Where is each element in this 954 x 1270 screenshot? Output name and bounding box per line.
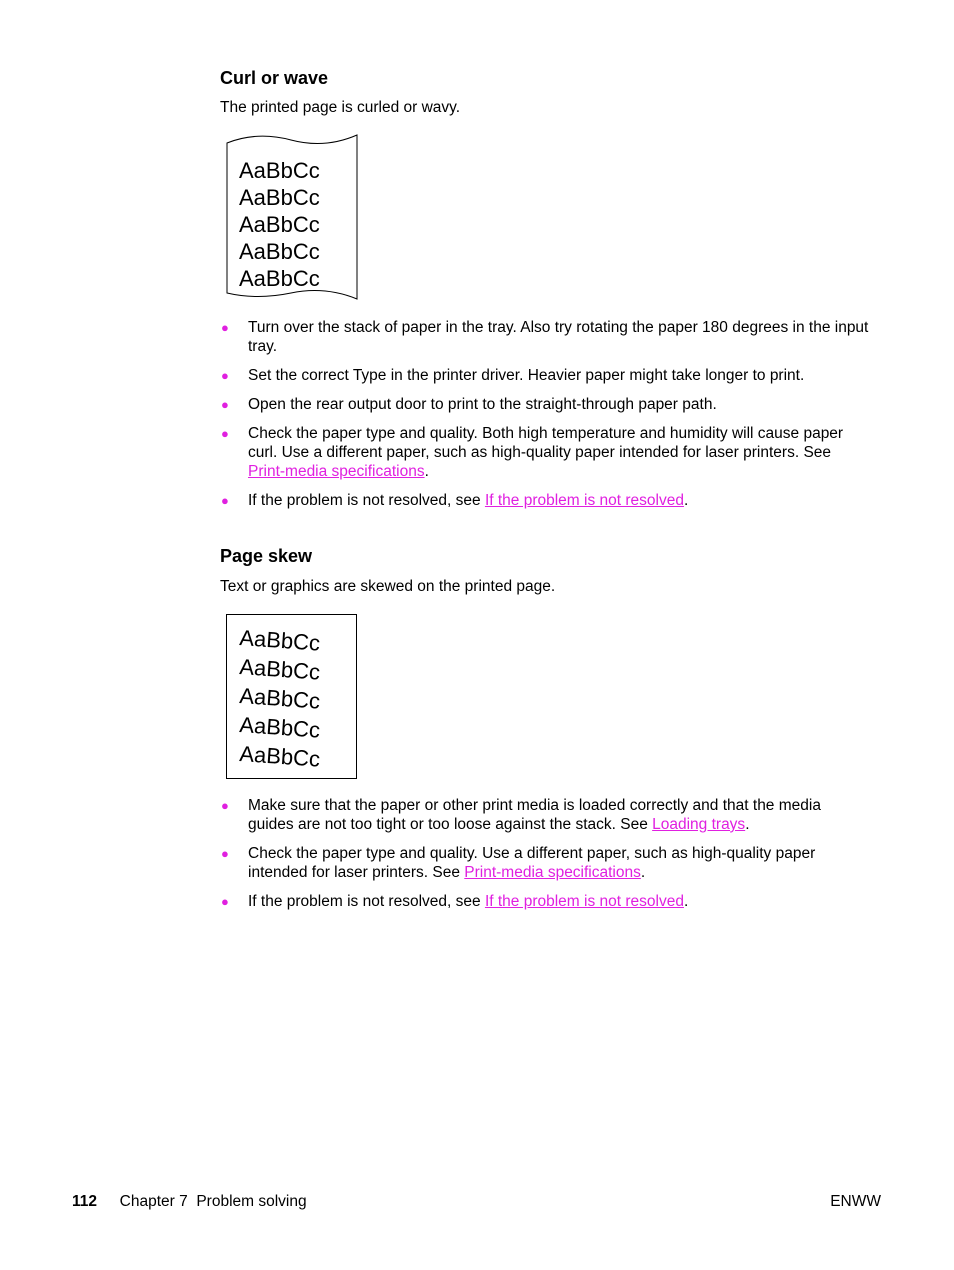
curl-description: The printed page is curled or wavy. <box>220 99 461 116</box>
problem-not-resolved-link[interactable]: If the problem is not resolved <box>484 492 684 509</box>
curl-sample-line: AaBbCc <box>239 212 320 237</box>
bullet-text: If the problem is not resolved, see <box>248 492 485 509</box>
bullet-text-end: . <box>745 816 750 833</box>
bullet-text-end: . <box>683 492 689 509</box>
skew-sample-line: AaBbCc <box>238 712 321 743</box>
bullet-text-end: . <box>683 893 689 910</box>
bullet-icon: ● <box>221 426 229 441</box>
bullet-icon: ● <box>221 397 229 412</box>
bullet-text: Check the paper type and quality. Use a different paper, such as high-quality paper intended for laser printers. See <box>248 845 816 881</box>
bullet-text-end: . <box>424 463 429 480</box>
footer-right: ENWW <box>830 1193 881 1210</box>
problem-not-resolved-link[interactable]: If the problem is not resolved <box>484 893 684 910</box>
skew-sample-line: AaBbCc <box>238 625 321 656</box>
bullet-text: Turn over the stack of paper in the tray. Also try rotating the paper 180 degrees in the input tray. <box>248 319 869 355</box>
skew-sample-line: AaBbCc <box>238 683 321 714</box>
list-item <box>220 424 870 481</box>
page-number: 112 <box>72 1193 98 1210</box>
bullet-icon: ● <box>221 894 229 909</box>
bullet-icon: ● <box>221 368 229 383</box>
skew-sample-line: AaBbCc <box>238 654 321 685</box>
list-item <box>220 366 870 385</box>
curl-sample-line: AaBbCc <box>239 185 320 210</box>
curl-illustration <box>225 134 361 304</box>
bullet-text: Make sure that the paper or other print media is loaded correctly and that the media guides are not too tight or too loose against the stack. See <box>248 797 821 833</box>
bullet-icon: ● <box>221 493 229 508</box>
skew-sample-line: AaBbCc <box>238 741 321 772</box>
bullet-text: Open the rear output door to print to the straight-through paper path. <box>248 396 717 413</box>
bullet-text: Check the paper type and quality. Both high temperature and humidity will cause paper curl. Use a different paper, such as high-quality paper intended for laser printers. See <box>248 425 844 461</box>
chapter-label: Chapter 7 Problem solving <box>119 1193 307 1210</box>
section-title-skew: Page skew <box>220 546 313 566</box>
curl-bullet-list <box>220 318 870 520</box>
curl-sample-line: AaBbCc <box>239 158 320 183</box>
bullet-icon: ● <box>221 320 229 335</box>
bullet-text-end: . <box>640 864 646 881</box>
list-item <box>220 844 870 882</box>
skew-description: Text or graphics are skewed on the printed page. <box>220 578 556 595</box>
list-item <box>220 318 870 356</box>
bullet-icon: ● <box>221 798 229 813</box>
list-item <box>220 796 870 834</box>
list-item <box>220 491 870 510</box>
footer-left <box>72 1192 307 1211</box>
skew-illustration <box>225 613 359 781</box>
curl-sample-line: AaBbCc <box>239 239 320 264</box>
section-title-curl: Curl or wave <box>220 68 329 88</box>
print-media-specifications-link[interactable]: Print-media specifications <box>464 864 641 881</box>
bullet-icon: ● <box>221 846 229 861</box>
print-media-specifications-link[interactable]: Print-media specifications <box>248 463 425 480</box>
bullet-text: If the problem is not resolved, see <box>248 893 485 910</box>
curl-sample-line: AaBbCc <box>239 266 320 291</box>
loading-trays-link[interactable]: Loading trays <box>652 816 746 833</box>
list-item <box>220 892 870 911</box>
bullet-text: Set the correct Type in the printer driver. Heavier paper might take longer to print. <box>248 367 805 384</box>
list-item <box>220 395 870 414</box>
skew-bullet-list <box>220 796 870 921</box>
